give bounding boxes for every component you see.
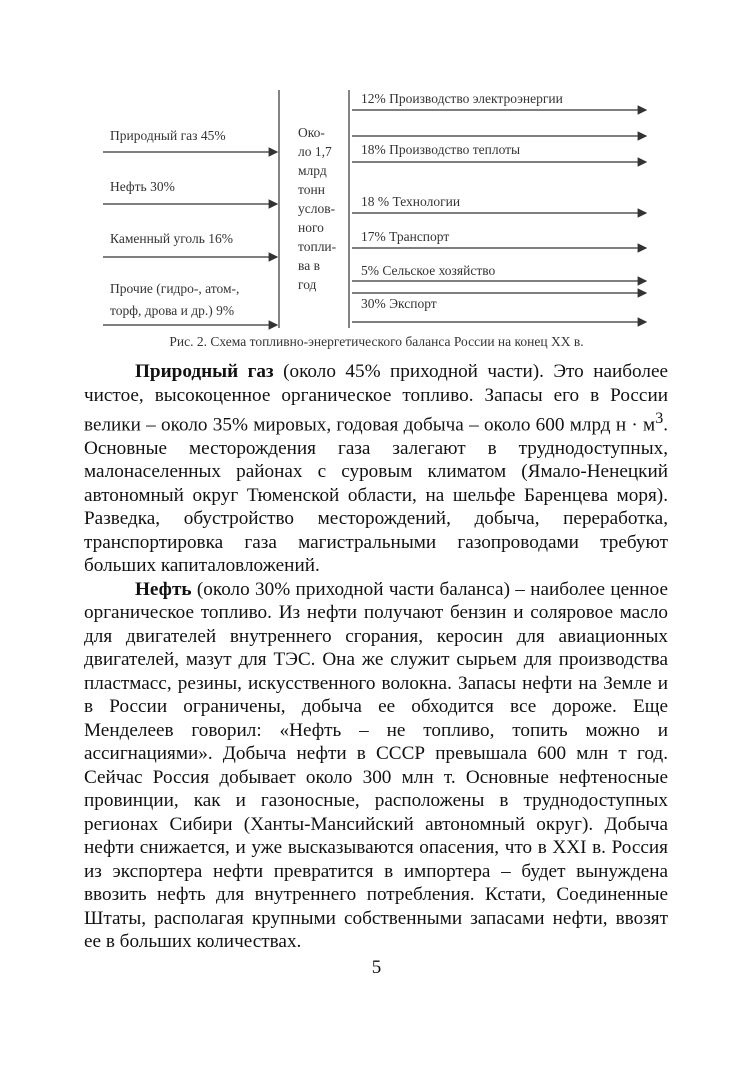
- center-total-label: Око- ло 1,7 млрд тонн услов- ного топли- ва в год: [298, 125, 337, 292]
- term-oil: Нефть: [135, 578, 192, 600]
- paragraph-gas-text: (около 45% приходной части). Это наиболее чистое, высокоценное органическое топливо. Запасы его в России велики – около 35% мировых, годовая добыча – около 600 млрд н · м: [84, 361, 668, 436]
- fuel-energy-balance-diagram: [0, 0, 753, 340]
- output-label-transport: 17% Транспорт: [361, 229, 450, 244]
- output-label-agriculture: 5% Сельское хозяйство: [361, 263, 496, 278]
- output-label-heat: 18% Производство теплоты: [361, 142, 521, 157]
- paragraph-oil: [84, 578, 668, 954]
- page-number: 5: [371, 957, 382, 978]
- figure-caption: Рис. 2. Схема топливно-энергетического баланса России на конец XX в.: [169, 334, 584, 349]
- output-label-tech: 18 % Технологии: [361, 194, 461, 209]
- output-label-electricity: 12% Производство электроэнергии: [361, 91, 563, 106]
- superscript-3: 3: [655, 410, 664, 427]
- input-label-other: Прочие (гидро-, атом-, торф, дрова и др.) 9%: [110, 281, 240, 318]
- output-label-export: 30% Экспорт: [361, 296, 437, 311]
- input-label-coal: Каменный уголь 16%: [110, 231, 234, 246]
- input-label-oil: Нефть 30%: [110, 179, 175, 194]
- body-text: [84, 360, 668, 954]
- paragraph-oil-text: (около 30% приходной части баланса) – наиболее ценное органическое топливо. Из нефти получают бензин и соляровое масло для двигателей внутреннего сгорания, керосин для авиационных двигателей, мазут для ТЭС. Она же служит сырьем для производства пластмасс, резины, искусственного волокна. Запасы нефти на Земле и в России ограничены, добыча ее обходится все дороже. Еще Менделеев говорил: «Нефть – не топливо, топить можно и ассигнациями». Добыча нефти в СССР превышала 600 млн т год. Сейчас Россия добывает около 300 млн т. Основные нефтеносные провинции, как и газоносные, расположены в труднодоступных регионах Сибири (Ханты-Мансийский автономный округ). Добыча нефти снижается, и уже высказываются опасения, что в XXI в. Россия из экспортера нефти превратится в импортера – будет вынуждена ввозить нефть для внутреннего потребления. Кстати, Соединенные Штаты, располагая крупными собственными запасами нефти, ввозят ее в больших количествах.: [84, 578, 668, 953]
- input-label-gas: Природный газ 45%: [110, 128, 226, 143]
- term-natural-gas: Природный газ: [135, 361, 274, 382]
- paragraph-gas-text-after: . Основные месторождения газа залегают в труднодоступных, малонаселенных районах с суровым климатом (Ямало-Ненецкий автономный округ Тюменской области, на шельфе Баренцева моря). Разведка, обустройство месторождений, добыча, переработка, транспортировка газа магистральными газопроводами требуют больших капиталовложений.: [84, 414, 668, 577]
- paragraph-gas: [84, 360, 668, 578]
